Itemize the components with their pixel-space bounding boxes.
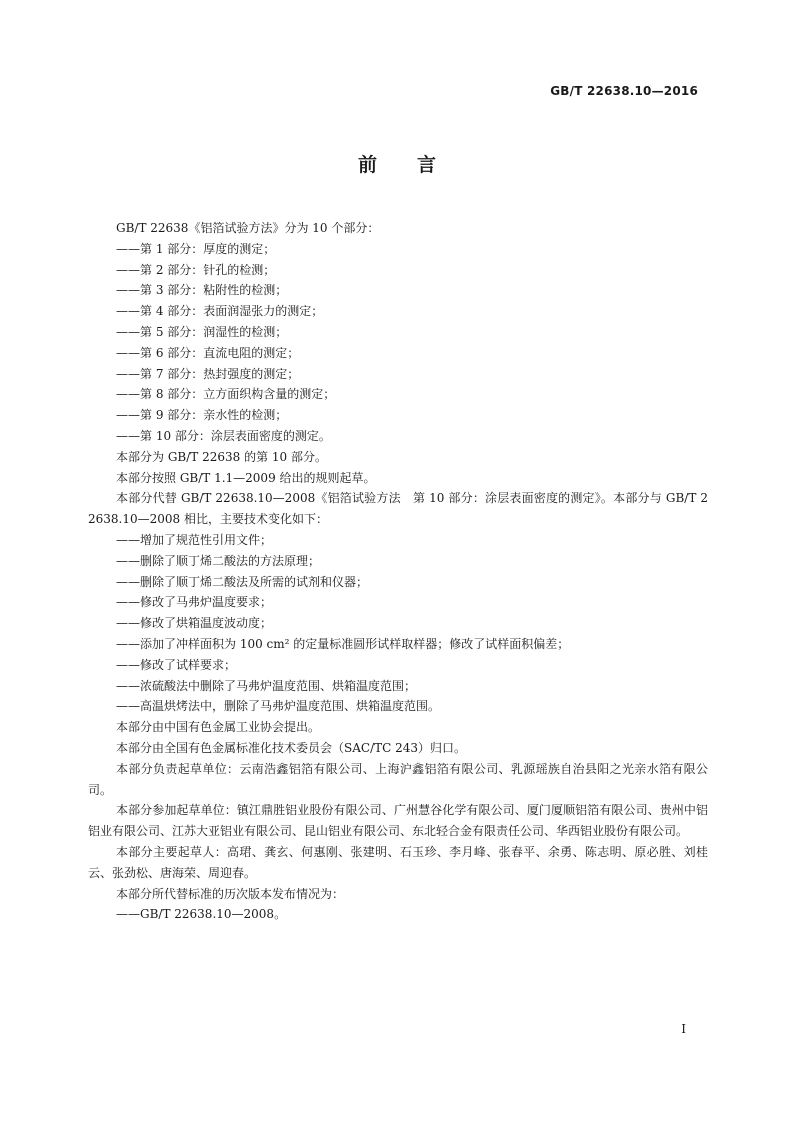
paragraph: 本部分为 GB/T 22638 的第 10 部分。 <box>116 449 327 464</box>
page-title <box>0 150 794 177</box>
list-item: ——第 3 部分：粘附性的检测； <box>116 283 288 298</box>
standard-code: GB/T 22638.10—2016 <box>550 84 698 98</box>
paragraph: 本部分主要起草人：高珺、龚玄、何惠刚、张建明、石玉珍、李月峰、张春平、余勇、陈志明、原必胜、刘桂云、张劲松、唐海荣、周迎春。 <box>88 844 708 880</box>
paragraph: 本部分由中国有色金属工业协会提出。 <box>116 720 321 735</box>
list-item: ——第 9 部分：亲水性的检测； <box>116 408 288 423</box>
list-item: ——添加了冲样面积为 100 cm² 的定量标准圆形试样取样器；修改了试样面积偏差； <box>116 636 570 651</box>
list-item: ——高温烘烤法中，删除了马弗炉温度范围、烘箱温度范围。 <box>116 699 441 714</box>
foreword-body <box>88 218 708 925</box>
list-item: ——第 1 部分：厚度的测定； <box>116 241 276 256</box>
list-item: ——增加了规范性引用文件； <box>116 532 273 547</box>
list-item: ——第 4 部分：表面润湿张力的测定； <box>116 304 324 319</box>
paragraph: 本部分所代替标准的历次版本发布情况为： <box>116 886 345 901</box>
paragraph: GB/T 22638《铝箔试验方法》分为 10 个部分： <box>116 221 380 235</box>
paragraph: 本部分参加起草单位：镇江鼎胜铝业股份有限公司、广州慧谷化学有限公司、厦门厦顺铝箔有限公司、贵州中铝铝业有限公司、江苏大亚铝业有限公司、昆山铝业有限公司、东北轻合金有限责任公司、华西铝业股份有限公司。 <box>88 803 708 839</box>
list-item: ——修改了烘箱温度波动度； <box>116 616 273 631</box>
list-item: ——修改了试样要求； <box>116 657 237 672</box>
list-item: ——浓硫酸法中删除了马弗炉温度范围、烘箱温度范围； <box>116 678 417 693</box>
paragraph: 本部分由全国有色金属标准化技术委员会（SAC/TC 243）归口。 <box>116 740 467 755</box>
title-char-1: 前 <box>357 154 377 176</box>
list-item: ——删除了顺丁烯二酸法的方法原理； <box>116 553 321 568</box>
list-item: ——第 2 部分：针孔的检测； <box>116 262 276 277</box>
paragraph: 本部分按照 GB/T 1.1—2009 给出的规则起草。 <box>116 470 376 485</box>
paragraph: 本部分负责起草单位：云南浩鑫铝箔有限公司、上海沪鑫铝箔有限公司、乳源瑶族自治县阳之光亲水箔有限公司。 <box>88 761 708 797</box>
list-item: ——修改了马弗炉温度要求； <box>116 595 273 610</box>
list-item: ——第 10 部分：涂层表面密度的测定。 <box>116 428 331 443</box>
list-item: ——第 6 部分：直流电阻的测定； <box>116 345 300 360</box>
list-item: ——GB/T 22638.10—2008。 <box>116 907 287 922</box>
title-char-2: 言 <box>417 154 437 176</box>
list-item: ——第 7 部分：热封强度的测定； <box>116 366 300 381</box>
paragraph: 本部分代替 GB/T 22638.10—2008《铝箔试验方法 第 10 部分：涂层表面密度的测定》。本部分与 GB/T 22638.10—2008 相比，主要技术变化如下： <box>88 491 708 527</box>
list-item: ——第 8 部分：立方面织构含量的测定； <box>116 387 336 402</box>
list-item: ——删除了顺丁烯二酸法及所需的试剂和仪器； <box>116 574 369 589</box>
list-item: ——第 5 部分：润湿性的检测； <box>116 324 288 339</box>
page-number: I <box>681 1022 686 1036</box>
